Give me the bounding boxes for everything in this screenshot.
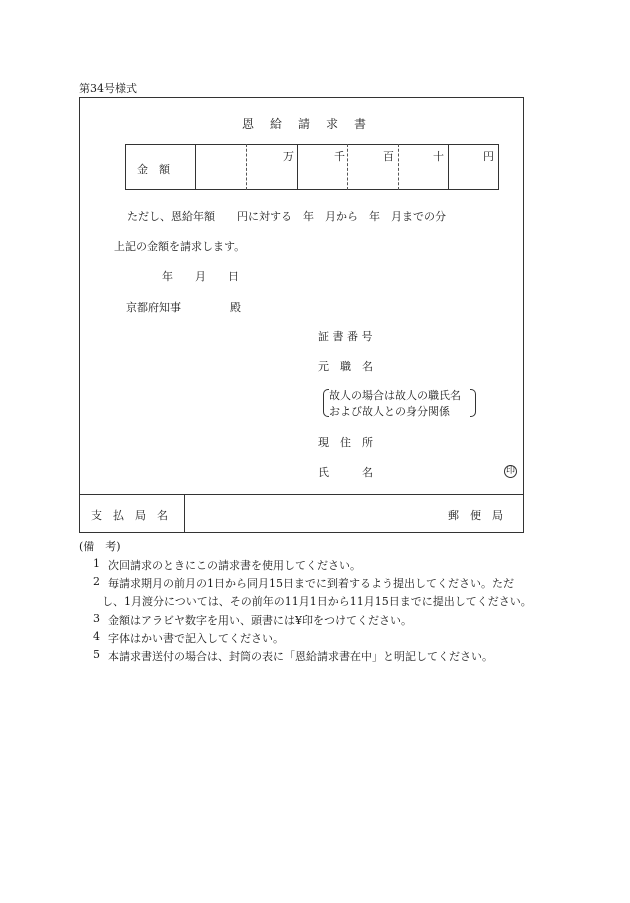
unit-man: 万 xyxy=(283,150,294,163)
amount-digit-divider xyxy=(398,144,399,190)
seal-mark-icon: 印 xyxy=(505,466,515,476)
notes-heading: (備 考) xyxy=(79,540,121,553)
deceased-note-line-1: 故人の場合は故人の職氏名 xyxy=(329,389,461,402)
note-text: 本請求書送付の場合は、封筒の表に「恩給請求書在中」と明記してください。 xyxy=(108,650,493,663)
unit-en: 円 xyxy=(483,150,494,163)
note-text: 次回請求のときにこの請求書を使用してください。 xyxy=(108,559,361,572)
name-label: 氏 名 xyxy=(318,466,373,479)
unit-hyaku: 百 xyxy=(383,150,394,163)
note-number: 1 xyxy=(93,557,100,570)
proviso-line: ただし、恩給年額 円に対する 年 月から 年 月までの分 xyxy=(127,210,446,223)
right-bracket xyxy=(470,389,476,417)
unit-juu: 十 xyxy=(433,150,444,163)
amount-label-divider xyxy=(195,144,196,190)
note-text-continued: し、1月渡分については、その前年の11月1日から11月15日までに提出してください。 xyxy=(102,595,532,608)
note-number: 2 xyxy=(93,575,100,588)
request-line: 上記の金額を請求します。 xyxy=(114,240,246,253)
payment-row-divider xyxy=(79,494,524,495)
note-text: 金額はアラビヤ数字を用い、頭書には¥印をつけてください。 xyxy=(108,614,412,627)
former-post-label: 元 職 名 xyxy=(318,360,373,373)
note-number: 3 xyxy=(93,612,100,625)
amount-label: 金 額 xyxy=(137,163,170,176)
certificate-number-label: 証 書 番 号 xyxy=(318,330,373,343)
deceased-note-line-2: および故人との身分関係 xyxy=(329,405,450,418)
note-text: 毎請求期月の前月の1日から同月15日までに到着するよう提出してください。ただ xyxy=(108,577,514,590)
addressee-honorific: 殿 xyxy=(230,301,241,314)
note-number: 4 xyxy=(93,630,100,643)
amount-digit-divider xyxy=(246,144,247,190)
address-label: 現 住 所 xyxy=(318,436,373,449)
unit-sen: 千 xyxy=(334,150,345,163)
note-number: 5 xyxy=(93,648,100,661)
amount-unit-divider xyxy=(297,144,298,190)
form-number: 第34号様式 xyxy=(79,82,137,95)
amount-unit-divider xyxy=(448,144,449,190)
addressee-label: 京都府知事 xyxy=(126,301,181,314)
post-office-suffix: 郵 便 局 xyxy=(448,509,503,522)
payment-office-label: 支 払 局 名 xyxy=(91,509,168,522)
form-title: 恩 給 請 求 書 xyxy=(242,117,369,131)
note-text: 字体はかい書で記入してください。 xyxy=(108,632,284,645)
amount-digit-divider xyxy=(347,144,348,190)
date-line: 年 月 日 xyxy=(162,270,239,283)
payment-label-divider xyxy=(184,494,185,533)
